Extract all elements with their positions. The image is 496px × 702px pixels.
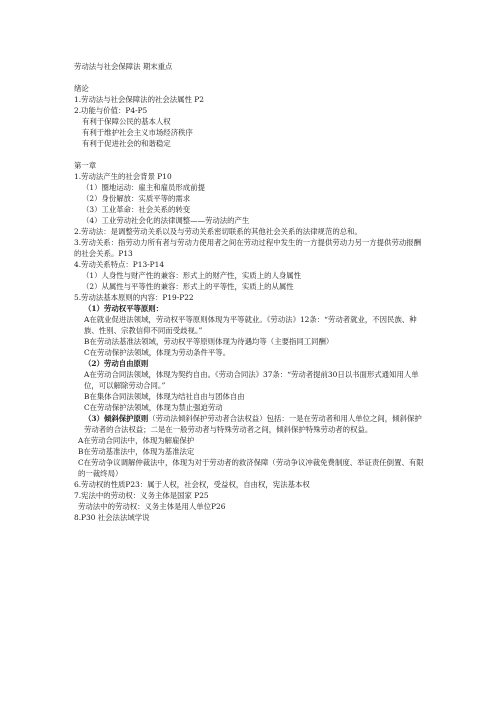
ch1-point-1: 1.劳动法产生的社会背景 P10 [74,172,172,181]
principle-3-b: B在劳动基准法中，体现为基准法定 [78,447,195,456]
principle-1-b: B在劳动法基准法领域，劳动权平等原则体现为待遇均等（主要指同工同酬） [84,337,334,346]
intro-value-2: 有利于维护社会主义市场经济秩序 [82,128,193,137]
intro-value-1: 有利于保障公民的基本人权 [82,117,171,126]
intro-item-2: 2.功能与价值：P4-P5 [74,106,148,115]
principle-1-c: C在劳动保护法领域，体现为劳动条件平等。 [84,348,231,357]
ch1-point-1-item-2: （2）身份解放：实质平等的需求 [82,194,191,203]
principle-2-a: A在劳动合同法领域，体现为契约自由。《劳动合同法》37条：“劳动者提前30日以书面形式通知用人单位，可以解除劳动合同。” [84,370,419,390]
document-title: 劳动法与社会保障法 期末重点 [74,62,173,71]
intro-item-1: 1.劳动法与社会保障法的社会法属性 P2 [74,95,204,104]
intro-value-3: 有利于促进社会的和谐稳定 [82,139,171,148]
ch1-point-7: 7.宪法中的劳动权：义务主体是国家 P25 [74,491,209,500]
ch1-point-6: 6.劳动权的性质P23：属于人权，社会权，受益权，自由权，宪法基本权 [74,480,310,489]
section-heading-ch1: 第一章 [74,161,97,170]
ch1-point-8: 8.P30 社会法法域学说 [74,513,150,522]
principle-2-heading: （2）劳动自由原则 [84,359,149,368]
principle-3-c: C在劳动争议调解仲裁法中，体现为对于劳动者的救济保障（劳动争议冲裁免费制度、举证责任倒置、有限的一裁终局） [78,458,424,478]
ch1-point-1-item-1: （1）圈地运动：雇主和雇员形成前提 [82,183,205,192]
principle-1-a: A在就业促进法领域，劳动权平等原则体现为平等就业。《劳动法》12条：“劳动者就业，不因民族、种族、性别、宗教信仰不同而受歧视。” [84,315,417,335]
ch1-point-7b: 劳动法中的劳动权：义务主体是用人单位P26 [78,502,226,511]
ch1-point-4-item-1: （1）人身性与财产性的兼容：形式上的财产性，实质上的人身属性 [82,271,302,280]
ch1-point-1-item-3: （3）工业革命：社会关系的转变 [82,205,191,214]
ch1-point-5: 5.劳动法基本原则的内容：P19-P22 [74,293,194,302]
ch1-point-2: 2.劳动法：是调整劳动关系以及与劳动关系密切联系的其他社会关系的法律规范的总和。 [74,227,362,236]
principle-3-a: A在劳动合同法中，体现为解雇保护 [78,436,195,445]
ch1-point-4: 4.劳动关系特点：P13-P14 [74,260,165,269]
principle-3-paragraph [74,413,426,435]
ch1-point-1-item-4: （4）工业劳动社会化的法律调整——劳动法的产生 [82,216,250,225]
section-heading-intro: 绪论 [74,84,89,93]
ch1-point-4-item-2: （2）从属性与平等性的兼容：形式上的平等性，实质上的从属性 [82,282,294,291]
principle-2-c: C在劳动保护法领域，体现为禁止强迫劳动 [84,403,223,412]
principle-3-heading: （3）倾斜保护原则 [84,414,149,423]
ch1-point-3: 3.劳动关系：指劳动力所有者与劳动力使用者之间在劳动过程中发生的一方提供劳动力另一方提供劳动报酬的社会关系。P13 [74,238,422,258]
principle-1-heading: （1）劳动权平等原则： [84,304,164,313]
principle-2-b: B在集体合同法领域，体现为结社自由与团体自由 [84,392,245,401]
document-body [74,61,426,523]
principle-3-desc: （劳动法倾斜保护劳动者合法权益）包括：一是在劳动者和用人单位之间，倾斜保护劳动者的合法权益；二是在一般劳动者与特殊劳动者之间，倾斜保护特殊劳动者的权益。 [84,414,422,434]
